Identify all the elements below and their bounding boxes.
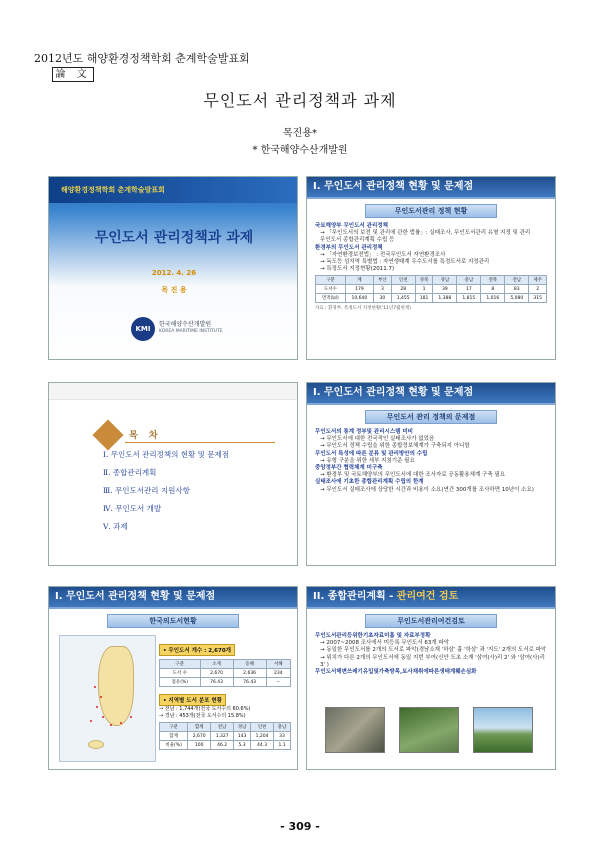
table-cell: 76.43 [200,678,233,687]
item-line: → 환경부 및 국토해양부의 무인도서에 대한 조사자료 공동활용체계 구축 필요 [320,472,506,479]
designated-islands-table-wrap [307,275,555,311]
item-line: → 2007~2008 조사에서 미등록 무인도서 63개 파악 [320,640,450,647]
table-cell: 315 [529,294,547,303]
table-header-cell: 합계 [188,723,211,732]
table-row [160,678,291,687]
item-line: → 유형 구분을 위한 세부 지침기준 필요 [320,457,415,464]
header-accent: 관리여건 검토 [396,591,459,602]
table-cell: 1 [415,285,433,294]
table-header-cell: 인천 [391,276,415,285]
table-cell: 179 [345,285,373,294]
table-cell: 1,815 [457,294,481,303]
cover-conference: 해양환경정책학회 춘계학술발표회 [61,186,165,194]
table-cell: 28 [391,285,415,294]
item-line: → 특정도서 지정현황(2011.7) [320,266,395,273]
island-stats [159,637,291,750]
table-cell: 143 [234,732,251,741]
table-cell: 30 [374,294,392,303]
cover-title: 무인도서 관리정책과 과제 [94,230,254,246]
toc-band [49,383,298,400]
table-cell: 도서수 [316,285,346,294]
table-header-cell: 부산 [374,276,392,285]
toc-item: Ⅴ. 과제 [103,522,128,531]
jeju-shape [88,740,104,749]
slide-header: I. 무인도서 관리정책 현황 및 문제점 [307,177,555,199]
slide-header [307,587,555,609]
table-row [160,669,291,678]
header-prefix: II. 종합관리계획 - [313,591,397,602]
table-header-cell: 구분 [316,276,346,285]
slide-island-status [48,586,298,770]
table-cell: 1,455 [391,294,415,303]
slide-policy-status [306,176,556,360]
table-cell: 181 [415,294,433,303]
table-header-cell: 충남 [274,723,291,732]
slide-header: I. 무인도서 관리정책 현황 및 문제점 [49,587,297,609]
table-cell: 234 [266,669,290,678]
regional-table [159,722,291,750]
section-label: 論 文 [52,67,94,82]
table-header-cell: 경북 [415,276,433,285]
table-row [160,732,291,741]
table-row [160,741,291,750]
item-line: 무인도서 종합관리계획 수립 등 [320,237,395,244]
table-cell: 5,080 [505,294,529,303]
table-header-cell: 경남 [433,276,457,285]
table-row [316,285,547,294]
dist-line: → 경남 : 453개(전국 도서수의 15.8%) [159,713,246,719]
item-line: → 「무인도서의 보전 및 관리에 관한 법률」: 실태조사, 무인도서관리 유형 지정 및 관리 [320,230,531,237]
count-label: • 무인도서 개수 : 2,670개 [159,644,235,656]
table-header-cell: 인천 [251,723,274,732]
section-line: 무인도서 특성에 따른 분류 및 관리방안의 수립 [315,450,428,457]
slide-subtitle: 무인도서 관리 정책의 문제점 [365,410,497,424]
table-cell: -- [266,678,290,687]
toc-item: Ⅲ. 무인도서관리 지원사항 [103,486,190,495]
table-cell: 2,670 [200,669,233,678]
table-cell: 44.3 [251,741,274,750]
slide-management-review [306,586,556,770]
slide-subtitle: 한국의도서현황 [107,614,239,628]
table-cell: 비율(%) [160,741,188,750]
table-cell: 1,327 [211,732,234,741]
photo-livestock [399,707,459,753]
page-number: - 309 - [280,820,320,833]
section-line: 무인도서관리등위한기초자료미흡 및 자료부정확 [315,633,431,639]
table-cell: 1,016 [481,294,505,303]
slide-subtitle: 무인도서관리여건검토 [365,614,497,628]
toc-heading: 목 차 [129,431,162,441]
table-cell: 2,636 [233,669,266,678]
section-line: 중앙정부간 협력체계 미구축 [315,465,383,472]
table-cell: 17 [457,285,481,294]
dist-line: → 전남 : 1,744개(전국 도서수의 60.6%) [159,706,251,712]
conference-header: 2012년도 해양환경정책학회 춘계학술발표회 [34,52,250,65]
table-header-cell: 동해 [233,660,266,669]
table-header-cell: 충남 [457,276,481,285]
diamond-icon [92,419,123,450]
table-cell: 2,670 [188,732,211,741]
slide-header: I. 무인도서 관리정책 현황 및 문제점 [307,383,555,405]
distribution-lines [159,706,291,720]
table-header-cell: 구분 [160,723,188,732]
item-line: → 무인도서 실태조사에 상당한 시간과 비용이 소요(연간 300개를 조사하면 10년이 소요) [320,486,534,493]
photo-island [473,707,533,753]
distribution-label: • 지역별 도서 분포 현황 [159,694,226,706]
section-line: 실태조사에 기초한 종합관리계획 수립의 한계 [315,479,424,486]
table-cell: 면적(㎢) [316,294,346,303]
table-cell: 10,640 [345,294,373,303]
table-header-cell: 전남 [211,723,234,732]
slide-toc [48,382,298,566]
table-cell: 점유(%) [160,678,201,687]
item-line: → 위치가 다른 2개의 무인도서에 동일 지번 부여(신안 도초 소재 '삼여(사)리 2' 와 '삼여(사)리 3' ) [320,654,545,668]
author: 목진용* [283,128,317,139]
toc-item: Ⅱ. 종합관리계획 [103,468,157,477]
designated-islands-table [315,275,547,303]
table-cell: 1,204 [251,732,274,741]
toc-divider [125,442,275,443]
table-cell: 도서 수 [160,669,201,678]
table-cell: 46.2 [211,741,234,750]
table-cell: 3 [374,285,392,294]
photo-debris [325,707,385,753]
table-cell: 39 [433,285,457,294]
slide-body [307,221,555,275]
peninsula-shape [98,646,134,726]
item-line: → 무인도서 정책 수립을 위한 종합정보체계가 구축되지 아니함 [320,443,470,450]
affiliation: * 한국해양수산개발원 [252,145,348,156]
table-header-cell: 구분 [160,660,201,669]
table-header-cell: 전북 [481,276,505,285]
table-cell: 76.43 [233,678,266,687]
korea-map [59,635,156,762]
table-cell: 5.3 [234,741,251,750]
table-note: 자료 : 환경부, 특정도서 지정현황('11년7월현재) [315,306,411,312]
slide-policy-problems [306,382,556,566]
table-header-cell: 경남 [234,723,251,732]
table-cell: 1,388 [433,294,457,303]
item-line: → 동일한 무인도서를 2개의 도서로 파악(경남소재 '하삼' 흉 '하삼' 과 '지도' 2개의 도서로 파악 [320,647,547,654]
table-cell: 합계 [160,732,188,741]
item-line: → 무인도서에 대한 전국적인 실태조사가 없었음 [320,436,435,443]
cover-org-en: KOREA MARITIME INSTITUTE [159,329,223,334]
table-header-cell: 계 [345,276,373,285]
cover-presenter: 목 진 용 [161,286,187,294]
item-line: → 「자연환경보전법」 : 전국무인도서 자연환경조사 [320,251,446,258]
table-cell: 100 [188,741,211,750]
slide-body [307,427,555,496]
paper-title: 무인도서 관리정책과 과제 [203,91,397,110]
toc-item: Ⅰ. 무인도서 관리정책의 현황 및 문제점 [103,450,229,459]
island-count-table [159,659,291,687]
table-header-cell: 소계 [200,660,233,669]
table-header-cell: 제주 [529,276,547,285]
slide-cover [48,176,298,360]
section-line: 환경부의 무인도서 관리정책 [315,244,383,251]
table-cell: 1.1 [274,741,291,750]
section-line: 국토해양부 무인도서 관리정책 [315,223,388,229]
cover-org: 한국해양수산개발원 [159,321,212,328]
item-line: → 독도등 섬지역 특별법 : 자연생태계 우수도서를 특정도서로 지정관리 [320,259,490,266]
table-cell: 2 [529,285,547,294]
cover-date: 2012. 4. 26 [151,269,197,277]
table-row [316,294,547,303]
table-cell: 83 [505,285,529,294]
slide-subtitle: 무인도서관리 정책 현황 [365,204,497,218]
slide-body [307,631,555,678]
kmi-logo-icon: KMI [131,317,155,341]
table-cell: 33 [274,732,291,741]
table-cell: 8 [481,285,505,294]
toc-item: Ⅳ. 무인도서 개발 [103,504,162,513]
section-line: 무인도서해변쓰레기유입및가축방목,토사채취에따른생태계훼손심화 [315,669,477,676]
table-header-cell: 전남 [505,276,529,285]
table-header-cell: 서해 [266,660,290,669]
section-line: 무인도서의 통계 정부및 관리시스템 미비 [315,429,413,435]
